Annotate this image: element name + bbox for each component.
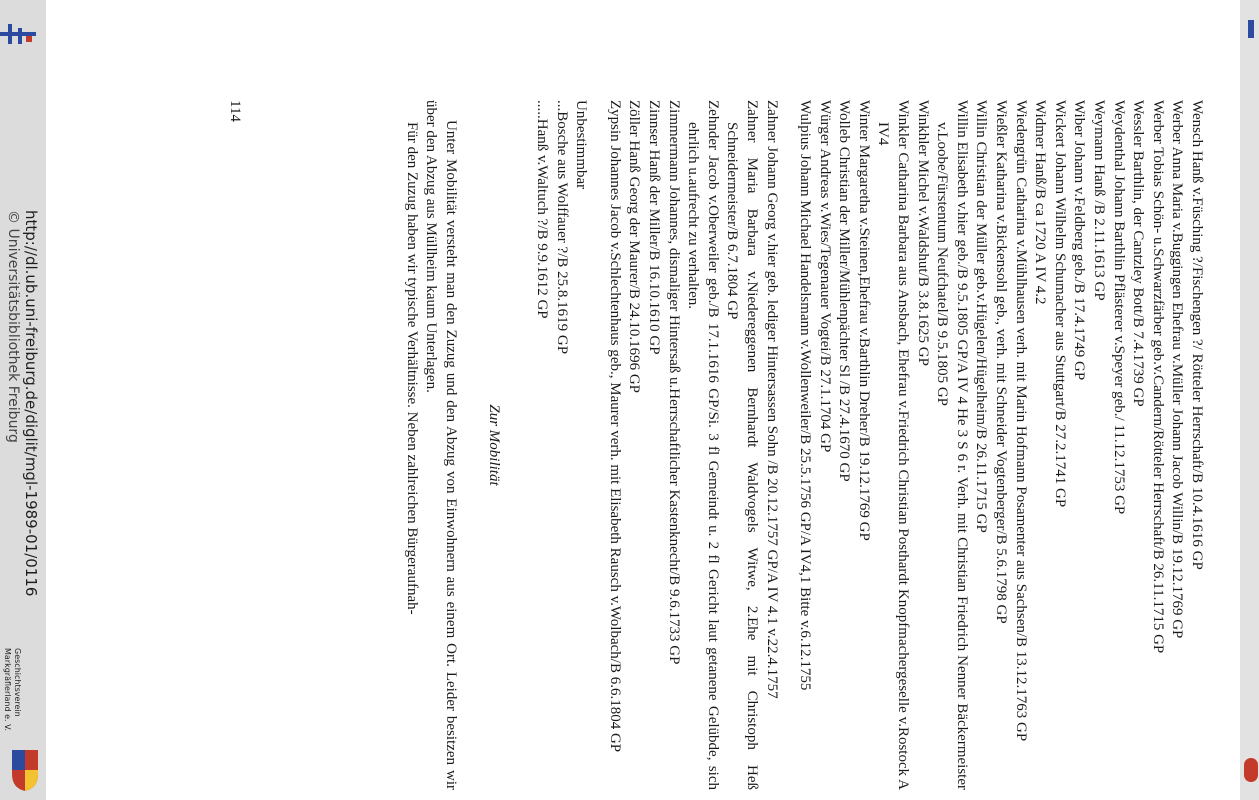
register-entry: Wickert Johann Wilhelm Schumacher aus Stuttgart/B 27.2.1741 GP <box>1051 100 1068 508</box>
register-entry: Wiedengrün Catharina v.Mühlhausen verh. mit Marin Hofmann Posamenter aus Sachsen/B 13.12.1763 GP <box>1012 100 1029 742</box>
section-heading: Zur Mobilität <box>486 404 503 486</box>
register-entry: Winkler Catharina Barbara aus Ansbach, Ehefrau v.Friedrich Christian Posthardt Knopfmachergeselle v.Rostock A IV4 <box>875 100 912 790</box>
register-entry: Zöller Hanß Georg der Maurer/B 24.10.1696 GP <box>626 100 643 393</box>
register-entry: Wießler Katharina v.Bickensohl geb., verh. mit Schneider Vogtenberger/B 5.6.1798 GP <box>993 100 1010 624</box>
register-entry: Zahner Johann Georg v.hier geb. lediger Hintersassen Sohn /B 20.12.1757 GP/A IV 4.1 v.22.4.1757 <box>763 100 780 699</box>
entries-unknown <box>531 100 570 790</box>
entries-w <box>795 100 1206 790</box>
register-entry: Würger Andreas v.Wies/Tegenauer Vogtei/B 27.1.1704 GP <box>816 100 833 453</box>
register-entry: Zypsin Johannes Jacob v.Schlechtenhaus geb., Maurer verh. mit Elisabeth Rausch v.Wolbach/B 6.6.1804 GP <box>606 100 623 753</box>
register-entry: Werber Tobias Schön- u.Schwarzfärber geb.v.Candern/Rötteler Herrschaft/B 26.11.1715 GP <box>1149 100 1166 654</box>
register-entry: Zehnder Jacob v.Oberweiler geb./B 17.1.1616 GP/Si. 3 fl Gemeindt u. 2 fl Gericht laut getanene Gelübde, sich ehrlich u.aufrecht zu verhalten. <box>685 100 721 790</box>
paragraph-2: Für den Zuzug haben wir typische Verhältnisse. Neben zahlreichen Bürgeraufnah- <box>403 122 420 615</box>
crest-small-icon <box>1244 758 1258 782</box>
register-entry: Zinnser Hanß der Miller/B 16.10.1610 GP <box>645 100 662 355</box>
register-entry: Wolleb Christian der Miller/Mühlenpächter Sl /B 27.4.1670 GP <box>836 100 853 482</box>
register-entry: Weymann Hanß /B 2.11.1613 GP <box>1091 100 1108 301</box>
source-url[interactable]: http://dl.ub.uni-freiburg.de/diglit/mgl-1989-01/0116 <box>22 210 40 597</box>
page-number: 114 <box>227 100 243 122</box>
register-entry: Zahner Maria Barbara v.Niedereggenen Bernhardt Waldvogels Witwe, 2.Ehe mit Christoph Heß Schneidermeister/B 6.7.1804 GP <box>724 100 760 790</box>
register-entry: Wensch Hanß v.Füsching ?/Fischengen ?/ Rötteler Herrschaft/B 10.4.1616 GP <box>1189 100 1205 570</box>
society-name-vertical <box>0 640 46 740</box>
register-entry: Willin Elisabeth v.hier geb./B 9.5.1805 GP/A IV 4 He 3 S 6 r. Verh. mit Christian Friedrich Nenner Bäckermeister v.Loobe/Fürstentum Neufchatel/B 9.5.1805 GP <box>934 100 970 790</box>
society-crest-icon <box>10 748 40 792</box>
register-entry: Zimmermann Johannes, dismaliger Hintersaß u.Herrschaftlicher Kastenknecht/B 9.6.1733 GP <box>665 100 682 665</box>
register-entry: Weydenthal Johann Barthlin Pflästerer v.Speyer geb./ 11.12.1753 GP <box>1110 100 1127 515</box>
scanned-page <box>46 0 1240 800</box>
register-entry: Widmer Hanß/B ca 1720 A IV 4.2 <box>1032 100 1049 305</box>
register-entry: Winkhler Michel v.Waldshut/B 3.8.1625 GP <box>914 100 931 366</box>
register-entry: Winter Margaretha v.Steinen,Ehefrau v.Barthlin Dreher/B 19.12.1769 GP <box>855 100 872 541</box>
viewer-right-sidebar <box>1240 0 1259 800</box>
register-entry: Werber Anna Maria v.Buggingen Ehefrau v.Müller Johann Jacob Willin/B 19.12.1769 GP <box>1169 100 1186 639</box>
paragraph-1: Unter Mobilität versteht man den Zuzug und den Abzug von Einwohnern aus einem Ort. Leider besitzen wir über den Abzug aus Müllheim kaum Unterlagen. <box>423 100 459 790</box>
register-entry: .....Hanß v.Waltuch ?/B 9.9.1612 GP <box>534 100 550 319</box>
unknown-title: Unbestimmbar <box>573 100 590 190</box>
copyright-notice: © Universitätsbibliothek Freiburg <box>5 210 21 443</box>
register-entry: Wiber Johann v.Feldberg geb./B 17.4.1749 GP <box>1071 100 1088 381</box>
ub-freiburg-logo-icon[interactable] <box>0 22 40 48</box>
register-entry: Wulpius Johann Michael Handelsmann v.Wollenweiler/B 25.5.1756 GP/A IV4,1 Bitte v.6.12.1755 <box>797 100 814 691</box>
entries-z <box>604 100 780 790</box>
register-entry: Wessler Barthlin, der Cantzley Bott/B 7.4.1739 GP <box>1130 100 1147 407</box>
register-entry: Willin Christian der Müller geb.v.Hügelen/Hügelheim/B 26.11.1715 GP <box>973 100 990 533</box>
society-name-line1: Geschichtsverein <box>13 648 22 717</box>
viewer-left-sidebar <box>0 0 46 800</box>
society-name-line2: Markgräflerland e. V. <box>3 648 12 732</box>
rotated-text-block <box>216 100 1206 790</box>
register-entry: ...Bosche aus Wolffauer ?/B 25.8.1619 GP <box>553 100 570 355</box>
bookmark-icon[interactable] <box>1248 20 1254 38</box>
